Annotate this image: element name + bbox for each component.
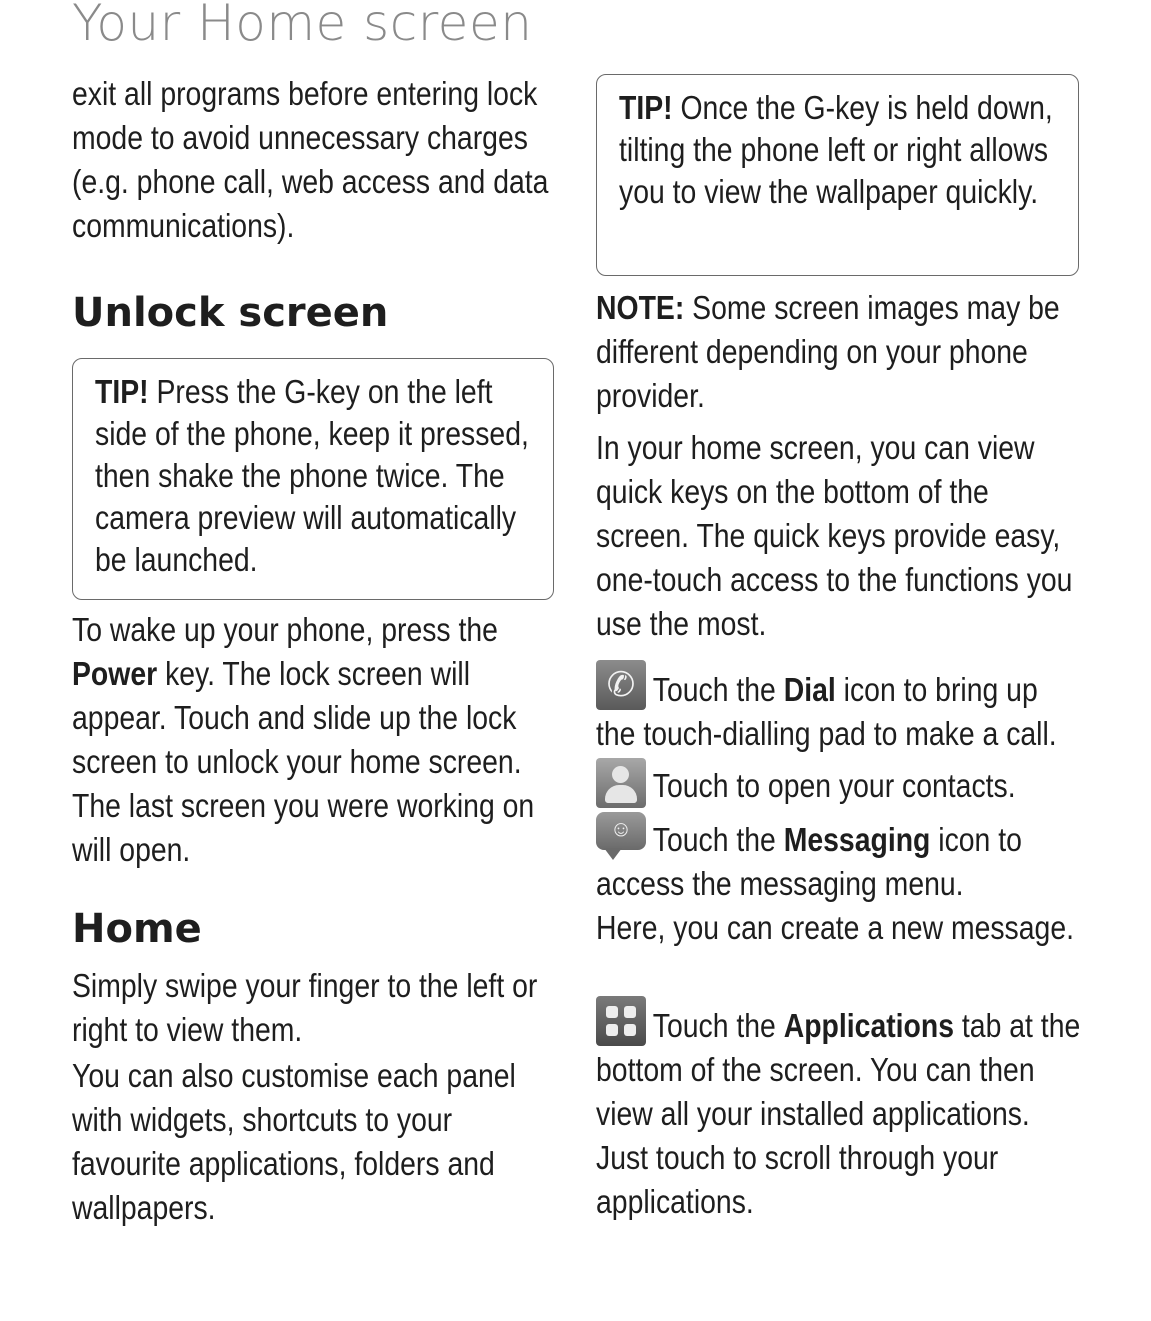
messaging-text-end: icon to access the messaging menu. — [596, 821, 1022, 902]
gkey-tip-text — [619, 87, 1057, 213]
dial-description — [596, 668, 1081, 756]
home-paragraph-2: You can also customise each panel with widgets, shortcuts to your favourite applications, folders and wallpapers. — [72, 1057, 516, 1226]
dial-text-start: Touch the — [652, 671, 784, 708]
tip-label: TIP! — [619, 89, 673, 126]
home-paragraph-1: Simply swipe your finger to the left or right to view them. — [72, 967, 538, 1048]
home-heading: Home — [72, 906, 202, 952]
note-paragraph — [596, 286, 1081, 418]
power-key-label: Power — [72, 655, 158, 692]
contacts-description: Touch to open your contacts. — [652, 767, 1016, 804]
unlock-tip-box — [72, 358, 554, 600]
messaging-label: Messaging — [783, 821, 931, 858]
tip-body: Press the G-key on the left side of the phone, keep it pressed, then shake the phone twice. The camera preview will automatically be launched. — [95, 373, 529, 578]
intro-paragraph: exit all programs before entering lock mode to avoid unnecessary charges (e.g. phone call, web access and data communications). — [72, 75, 549, 244]
message-bubble-shape: ☺ — [596, 812, 646, 850]
applications-text-end: tab at the bottom of the screen. You can then view all your installed applications. Just touch to scroll through your applications. — [596, 1007, 1081, 1220]
gkey-tip-box — [596, 74, 1079, 276]
applications-text-start: Touch the — [652, 1007, 784, 1044]
unlock-tip-text — [95, 371, 532, 581]
tip-body: Once the G-key is held down, tilting the phone left or right allows you to view the wallpaper quickly. — [619, 89, 1053, 210]
unlock-screen-heading: Unlock screen — [72, 290, 389, 336]
phone-handset-icon[interactable]: ✆ — [596, 660, 646, 710]
page-title: Your Home screen — [72, 0, 533, 52]
wake-up-text-end: key. The lock screen will appear. Touch and slide up the lock screen to unlock your home screen. The last screen you were working on will open. — [72, 655, 535, 868]
applications-label: Applications — [783, 1007, 955, 1044]
wake-up-text-start: To wake up your phone, press the — [72, 611, 498, 648]
dial-text-end: icon to bring up the touch-dialling pad to make a call. — [596, 671, 1057, 752]
note-body: Some screen images may be different depending on your phone provider. — [596, 289, 1060, 414]
tip-label: TIP! — [95, 373, 149, 410]
applications-description — [596, 1004, 1081, 1224]
messaging-text-start: Touch the — [652, 821, 784, 858]
quick-keys-paragraph: In your home screen, you can view quick keys on the bottom of the screen. The quick keys provide easy, one-touch access to the functions you use the most. — [596, 429, 1073, 642]
messaging-description — [596, 818, 1081, 906]
messaging-extra: Here, you can create a new message. — [596, 909, 1074, 946]
note-label: NOTE: — [596, 289, 685, 326]
dial-label: Dial — [783, 671, 836, 708]
wake-up-paragraph — [72, 608, 553, 872]
